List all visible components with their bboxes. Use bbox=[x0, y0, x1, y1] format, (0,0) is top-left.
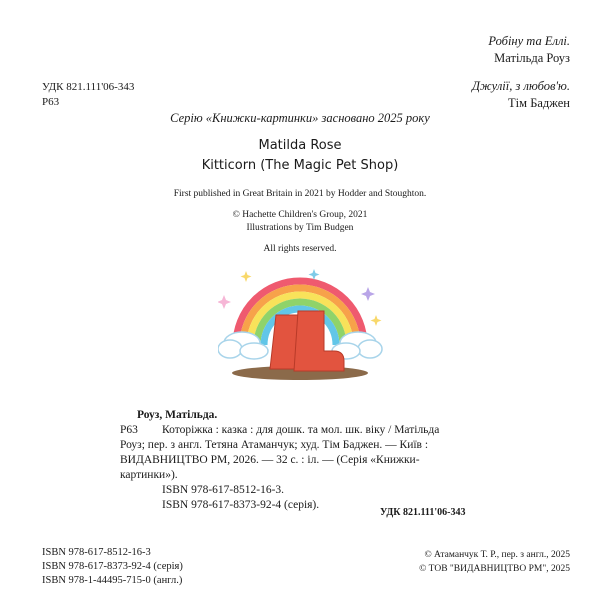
isbn-line-1: ISBN 978-617-8512-16-3 bbox=[42, 547, 151, 558]
dedication-line-3: Джулії, з любов'ю. bbox=[472, 79, 570, 93]
first-published: First published in Great Britain in 2021 by Hodder and Stoughton. bbox=[173, 189, 427, 199]
rights-reserved: All rights reserved. bbox=[263, 244, 337, 254]
author-mark: Р63 bbox=[42, 96, 60, 108]
catalog-description bbox=[162, 423, 465, 438]
catalog-udk: УДК 821.111'06-343 bbox=[380, 507, 466, 518]
series-note: Серію «Книжки-картинки» засновано 2025 року bbox=[170, 111, 430, 125]
dedication-line-2: Матільда Роуз bbox=[494, 51, 570, 65]
dedication bbox=[472, 33, 570, 112]
isbn-block bbox=[42, 546, 183, 588]
copyright-publisher: © ТОВ "ВИДАВНИЦТВО РМ", 2025 bbox=[419, 564, 570, 574]
original-author: Matilda Rose bbox=[258, 138, 342, 153]
catalog-isbn-1: ISBN 978-617-8512-16-3. bbox=[162, 484, 285, 496]
isbn-line-2: ISBN 978-617-8373-92-4 (серія) bbox=[42, 561, 183, 572]
catalog-entry bbox=[120, 408, 465, 513]
rainbow-boots-illustration bbox=[218, 265, 383, 390]
catalog-author: Роуз, Матільда. bbox=[137, 409, 218, 421]
isbn-line-3: ISBN 978-1-44495-715-0 (англ.) bbox=[42, 575, 183, 586]
copyright-translation: © Атаманчук Т. Р., пер. з англ., 2025 bbox=[424, 550, 570, 560]
udk-block-top bbox=[42, 80, 134, 110]
udk-code: УДК 821.111'06-343 bbox=[42, 81, 135, 93]
copyright-block bbox=[419, 548, 570, 576]
dedication-line-4: Тім Баджен bbox=[508, 96, 570, 110]
catalog-line-4: картинки»). bbox=[120, 469, 178, 481]
illustrations-credit: Illustrations by Tim Budgen bbox=[246, 223, 354, 233]
original-copyright: © Hachette Children's Group, 2021 bbox=[232, 210, 368, 220]
catalog-isbn-2: ISBN 978-617-8373-92-4 (серія). bbox=[162, 499, 320, 511]
publication-info bbox=[0, 188, 600, 256]
original-title-block bbox=[0, 136, 600, 176]
catalog-code: Р63 bbox=[120, 424, 138, 436]
catalog-line-2: Роуз; пер. з англ. Тетяна Атаманчук; худ. Тім Баджен. — Київ : bbox=[120, 439, 429, 451]
catalog-line-1: Которіжка : казка : для дошк. та мол. шк. віку / Матільда bbox=[162, 424, 440, 436]
catalog-line-3: ВИДАВНИЦТВО РМ, 2026. — 32 с. : іл. — (Серія «Книжки- bbox=[120, 454, 420, 466]
original-title: Kitticorn (The Magic Pet Shop) bbox=[201, 158, 399, 173]
dedication-line-1: Робіну та Еллі. bbox=[488, 34, 570, 48]
